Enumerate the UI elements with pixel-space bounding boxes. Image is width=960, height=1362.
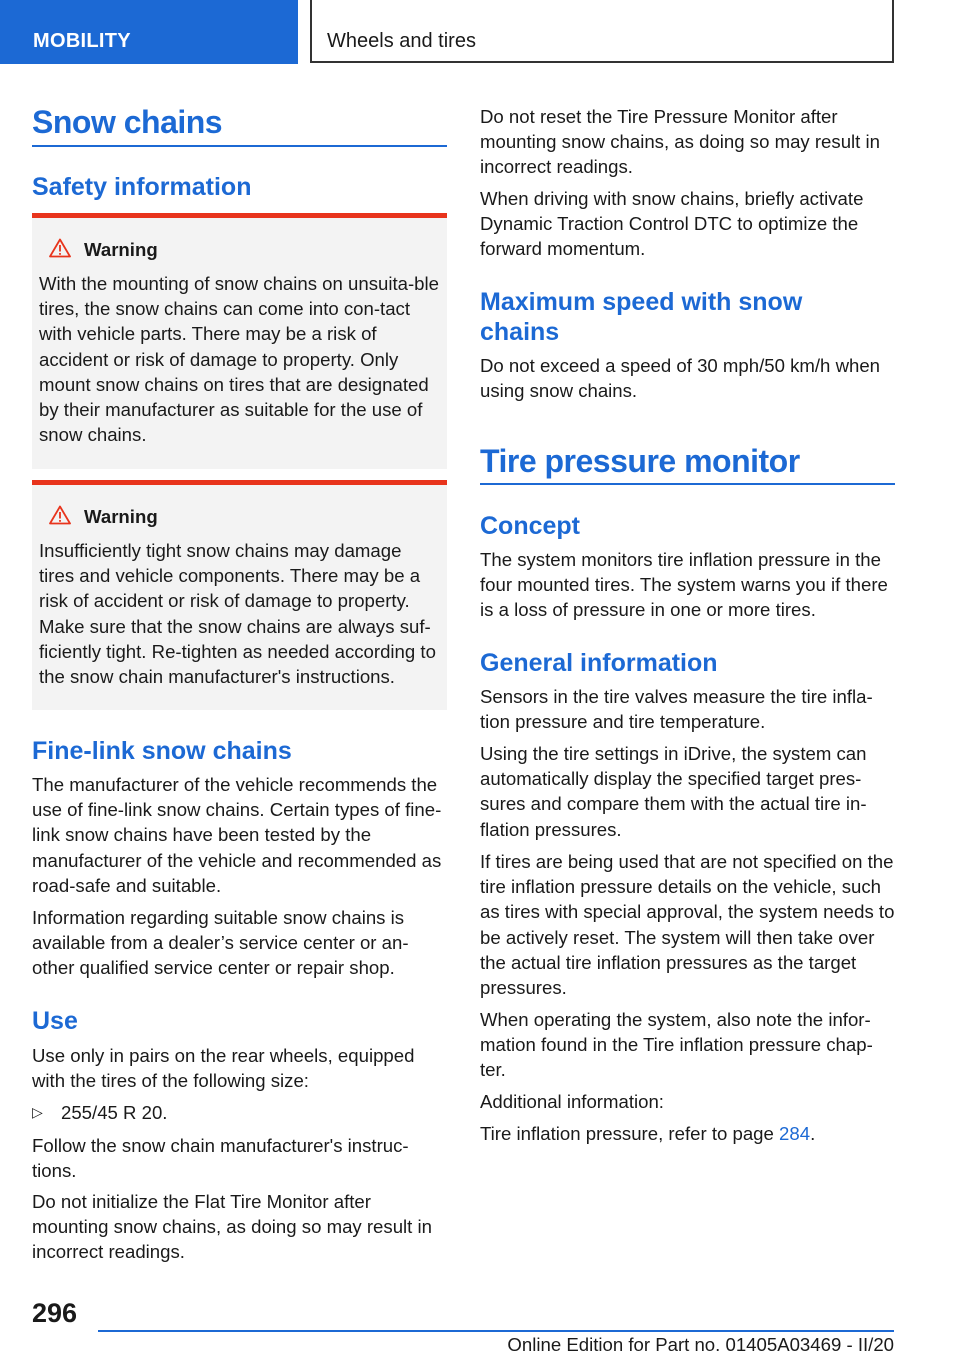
warning-title: Warning xyxy=(84,239,158,260)
general-information-heading: General information xyxy=(480,649,718,677)
follow-instructions-paragraph: Follow the snow chain manufacturer's instruc-tions. xyxy=(32,1135,409,1182)
edition-note: Online Edition for Part no. 01405A03469 - II/20 xyxy=(507,1334,894,1355)
page-link[interactable]: 284 xyxy=(779,1123,811,1144)
warning-triangle-icon xyxy=(49,238,71,258)
fine-link-paragraph: The manufacturer of the vehicle recommends the use of fine-link snow chains. Certain types of fine-link snow chains have been tested by the manufacturer of the vehicle and recommended as road-safe and suitable. xyxy=(32,774,442,896)
chapter-label: Wheels and tires xyxy=(327,30,476,52)
operating-note-paragraph: When operating the system, also note the infor-mation found in the Tire inflation pressure chap-ter. xyxy=(480,1009,873,1081)
section-label: MOBILITY xyxy=(33,30,131,52)
warning-title: Warning xyxy=(84,506,158,527)
footer-rule xyxy=(98,1330,894,1332)
fine-link-info-paragraph: Information regarding suitable snow chains is available from a dealer’s service center or an-other qualified service center or repair shop. xyxy=(32,907,409,979)
tpm-reset-paragraph: Do not reset the Tire Pressure Monitor after mounting snow chains, as doing so may result in incorrect readings. xyxy=(480,106,880,178)
warning-triangle-icon xyxy=(49,505,71,525)
warning-box-unsuitable-tires xyxy=(32,213,447,469)
additional-info-label: Additional information: xyxy=(480,1091,664,1112)
reference-end: . xyxy=(810,1123,816,1144)
warning-box-tight-chains xyxy=(32,480,447,710)
sensors-paragraph: Sensors in the tire valves measure the tire infla-tion pressure and tire temperature. xyxy=(480,686,873,733)
page-reference xyxy=(480,1121,898,1146)
max-speed-paragraph: Do not exceed a speed of 30 mph/50 km/h when using snow chains. xyxy=(480,355,881,402)
max-speed-heading: Maximum speed with snow chains xyxy=(480,288,803,346)
tire-size: 255/45 R 20. xyxy=(61,1102,168,1123)
page-number: 296 xyxy=(32,1298,78,1328)
use-heading: Use xyxy=(32,1007,78,1035)
dtc-paragraph: When driving with snow chains, briefly activate Dynamic Traction Control DTC to optimize the forward momentum. xyxy=(480,188,864,260)
special-tires-paragraph: If tires are being used that are not specified on the tire inflation pressure details on the vehicle, such as tires with special approval, the system needs to be actively reset. The system will then take over the actual tire inflation pressures as the target pressures. xyxy=(480,851,895,999)
title-rule xyxy=(480,483,895,485)
use-paragraph: Use only in pairs on the rear wheels, equipped with the tires of the following size: xyxy=(32,1045,415,1092)
tire-pressure-monitor-title: Tire pressure monitor xyxy=(480,443,800,479)
concept-heading: Concept xyxy=(480,512,580,540)
safety-information-heading: Safety information xyxy=(32,173,252,201)
chapter-header xyxy=(310,0,894,63)
warning-text: Insufficiently tight snow chains may damage tires and vehicle components. There may be a risk of accident or risk of damage to property. Make sure that the snow chains are always suf-ficiently tight. Re-tighten as needed according to the snow chain manufacturer's instructions. xyxy=(39,540,436,688)
bullet-marker: ▷ xyxy=(32,1104,43,1120)
concept-paragraph: The system monitors tire inflation pressure in the four mounted tires. The system warns you if there is a loss of pressure in one or more tires. xyxy=(480,549,888,621)
snow-chains-title: Snow chains xyxy=(32,104,223,140)
flat-tire-monitor-paragraph: Do not initialize the Flat Tire Monitor after mounting snow chains, as doing so may result in incorrect readings. xyxy=(32,1191,432,1263)
reference-text: Tire inflation pressure, refer to page xyxy=(480,1123,780,1144)
warning-text: With the mounting of snow chains on unsuita-ble tires, the snow chains can come into con-tact with vehicle parts. There may be a risk of accident or risk of damage to property. Only mount snow chains on tires that are designated by their manufacturer as suitable for the use of snow chains. xyxy=(39,273,439,446)
idrive-paragraph: Using the tire settings in iDrive, the system can automatically display the specified target pres-sures and compare them with the actual tire in-flation pressures. xyxy=(480,743,867,840)
section-tab xyxy=(0,0,298,64)
title-rule xyxy=(32,145,447,147)
fine-link-heading: Fine-link snow chains xyxy=(32,737,292,765)
